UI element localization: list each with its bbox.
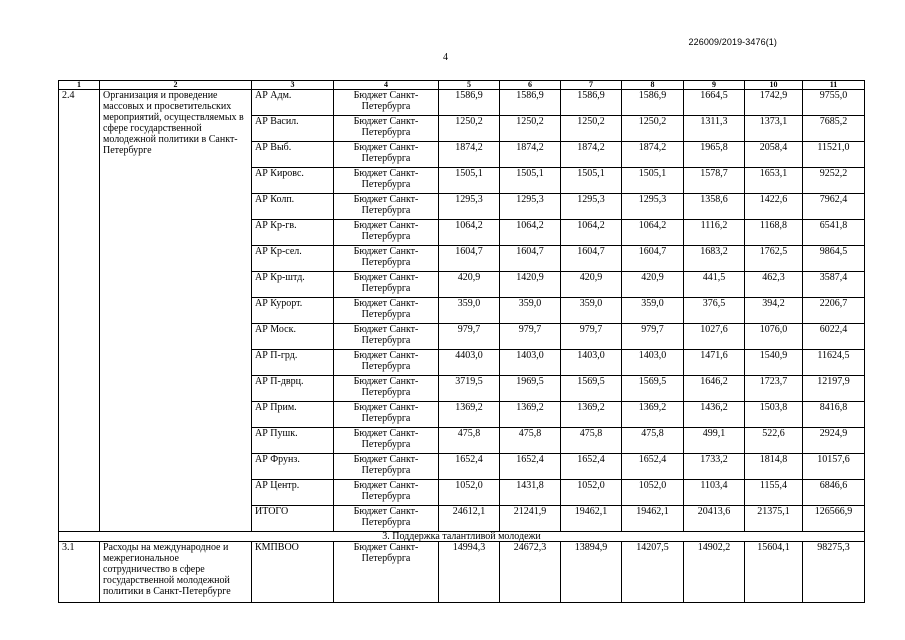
value-cell: 1295,3 bbox=[561, 194, 622, 220]
value-cell: 420,9 bbox=[439, 272, 500, 298]
value-cell: 1116,2 bbox=[684, 220, 745, 246]
column-header: 6 bbox=[500, 81, 561, 90]
executor-cell: АР Фрунз. bbox=[252, 454, 334, 480]
budget-table bbox=[58, 80, 865, 603]
value-cell: 20413,6 bbox=[684, 506, 745, 532]
value-cell: 1604,7 bbox=[439, 246, 500, 272]
value-cell: 1652,4 bbox=[439, 454, 500, 480]
section-title: 3. Поддержка талантливой молодежи bbox=[59, 532, 865, 542]
column-header: 3 bbox=[252, 81, 334, 90]
funding-source-cell: Бюджет Санкт-Петербурга bbox=[334, 142, 439, 168]
value-cell: 1814,8 bbox=[745, 454, 803, 480]
funding-source-cell: Бюджет Санкт-Петербурга bbox=[334, 376, 439, 402]
item-number: 3.1 bbox=[59, 542, 100, 603]
funding-source-cell: Бюджет Санкт-Петербурга bbox=[334, 480, 439, 506]
value-cell: 475,8 bbox=[439, 428, 500, 454]
value-cell: 6541,8 bbox=[803, 220, 865, 246]
value-cell: 1505,1 bbox=[439, 168, 500, 194]
value-cell: 1505,1 bbox=[561, 168, 622, 194]
value-cell: 499,1 bbox=[684, 428, 745, 454]
value-cell: 3587,4 bbox=[803, 272, 865, 298]
value-cell: 359,0 bbox=[622, 298, 684, 324]
executor-cell: АР Курорт. bbox=[252, 298, 334, 324]
value-cell: 1420,9 bbox=[500, 272, 561, 298]
value-cell: 1422,6 bbox=[745, 194, 803, 220]
executor-cell: АР Выб. bbox=[252, 142, 334, 168]
value-cell: 8416,8 bbox=[803, 402, 865, 428]
value-cell: 1874,2 bbox=[561, 142, 622, 168]
value-cell: 1874,2 bbox=[622, 142, 684, 168]
executor-cell: АР Моск. bbox=[252, 324, 334, 350]
value-cell: 4403,0 bbox=[439, 350, 500, 376]
executor-cell: АР Колп. bbox=[252, 194, 334, 220]
value-cell: 1064,2 bbox=[561, 220, 622, 246]
value-cell: 1664,5 bbox=[684, 90, 745, 116]
value-cell: 1076,0 bbox=[745, 324, 803, 350]
value-cell: 98275,3 bbox=[803, 542, 865, 603]
value-cell: 1064,2 bbox=[439, 220, 500, 246]
column-number-row bbox=[59, 81, 865, 90]
value-cell: 1295,3 bbox=[500, 194, 561, 220]
value-cell: 6846,6 bbox=[803, 480, 865, 506]
value-cell: 21375,1 bbox=[745, 506, 803, 532]
value-cell: 6022,4 bbox=[803, 324, 865, 350]
executor-cell: АР П-грд. bbox=[252, 350, 334, 376]
item-number: 2.4 bbox=[59, 90, 100, 532]
value-cell: 1586,9 bbox=[439, 90, 500, 116]
value-cell: 1586,9 bbox=[500, 90, 561, 116]
value-cell: 3719,5 bbox=[439, 376, 500, 402]
value-cell: 979,7 bbox=[500, 324, 561, 350]
value-cell: 1295,3 bbox=[622, 194, 684, 220]
funding-source-cell: Бюджет Санкт-Петербурга bbox=[334, 350, 439, 376]
value-cell: 1578,7 bbox=[684, 168, 745, 194]
value-cell: 1683,2 bbox=[684, 246, 745, 272]
value-cell: 1652,4 bbox=[622, 454, 684, 480]
value-cell: 1027,6 bbox=[684, 324, 745, 350]
funding-source-cell: Бюджет Санкт-Петербурга bbox=[334, 324, 439, 350]
value-cell: 1250,2 bbox=[622, 116, 684, 142]
value-cell: 1604,7 bbox=[561, 246, 622, 272]
value-cell: 1155,4 bbox=[745, 480, 803, 506]
value-cell: 24612,1 bbox=[439, 506, 500, 532]
value-cell: 12197,9 bbox=[803, 376, 865, 402]
value-cell: 1358,6 bbox=[684, 194, 745, 220]
funding-source-cell: Бюджет Санкт-Петербурга bbox=[334, 168, 439, 194]
value-cell: 1064,2 bbox=[500, 220, 561, 246]
value-cell: 1874,2 bbox=[439, 142, 500, 168]
value-cell: 126566,9 bbox=[803, 506, 865, 532]
value-cell: 11521,0 bbox=[803, 142, 865, 168]
column-header: 9 bbox=[684, 81, 745, 90]
value-cell: 21241,9 bbox=[500, 506, 561, 532]
value-cell: 359,0 bbox=[500, 298, 561, 324]
value-cell: 10157,6 bbox=[803, 454, 865, 480]
value-cell: 1503,8 bbox=[745, 402, 803, 428]
value-cell: 1874,2 bbox=[500, 142, 561, 168]
value-cell: 1653,1 bbox=[745, 168, 803, 194]
column-header: 4 bbox=[334, 81, 439, 90]
value-cell: 475,8 bbox=[622, 428, 684, 454]
funding-source-cell: Бюджет Санкт-Петербурга bbox=[334, 272, 439, 298]
value-cell: 1250,2 bbox=[439, 116, 500, 142]
value-cell: 2924,9 bbox=[803, 428, 865, 454]
value-cell: 1369,2 bbox=[622, 402, 684, 428]
value-cell: 9252,2 bbox=[803, 168, 865, 194]
value-cell: 14902,2 bbox=[684, 542, 745, 603]
executor-cell: АР Центр. bbox=[252, 480, 334, 506]
executor-cell: АР Васил. bbox=[252, 116, 334, 142]
value-cell: 1403,0 bbox=[622, 350, 684, 376]
value-cell: 1403,0 bbox=[500, 350, 561, 376]
column-header: 7 bbox=[561, 81, 622, 90]
value-cell: 1604,7 bbox=[500, 246, 561, 272]
value-cell: 2206,7 bbox=[803, 298, 865, 324]
value-cell: 475,8 bbox=[500, 428, 561, 454]
value-cell: 1052,0 bbox=[439, 480, 500, 506]
funding-source-cell: Бюджет Санкт-Петербурга bbox=[334, 116, 439, 142]
value-cell: 7685,2 bbox=[803, 116, 865, 142]
section-title-row bbox=[59, 532, 865, 542]
value-cell: 1723,7 bbox=[745, 376, 803, 402]
value-cell: 359,0 bbox=[561, 298, 622, 324]
value-cell: 1586,9 bbox=[622, 90, 684, 116]
funding-source-cell: Бюджет Санкт-Петербурга bbox=[334, 402, 439, 428]
column-header: 11 bbox=[803, 81, 865, 90]
value-cell: 24672,3 bbox=[500, 542, 561, 603]
value-cell: 1052,0 bbox=[561, 480, 622, 506]
document-id: 226009/2019-3476(1) bbox=[688, 37, 777, 47]
value-cell: 2058,4 bbox=[745, 142, 803, 168]
value-cell: 9864,5 bbox=[803, 246, 865, 272]
column-header: 10 bbox=[745, 81, 803, 90]
value-cell: 1965,8 bbox=[684, 142, 745, 168]
executor-cell: АР Прим. bbox=[252, 402, 334, 428]
value-cell: 1586,9 bbox=[561, 90, 622, 116]
value-cell: 1540,9 bbox=[745, 350, 803, 376]
value-cell: 979,7 bbox=[439, 324, 500, 350]
value-cell: 1168,8 bbox=[745, 220, 803, 246]
value-cell: 1373,1 bbox=[745, 116, 803, 142]
page-number: 4 bbox=[443, 52, 448, 63]
value-cell: 1762,5 bbox=[745, 246, 803, 272]
value-cell: 15604,1 bbox=[745, 542, 803, 603]
executor-cell: АР П-дврц. bbox=[252, 376, 334, 402]
value-cell: 19462,1 bbox=[561, 506, 622, 532]
item-name: Организация и проведение массовых и просветительских мероприятий, осуществляемых в сфере государственной молодежной политики в Санкт-Петербурге bbox=[100, 90, 252, 532]
value-cell: 1652,4 bbox=[500, 454, 561, 480]
value-cell: 1431,8 bbox=[500, 480, 561, 506]
value-cell: 1064,2 bbox=[622, 220, 684, 246]
executor-cell: АР Адм. bbox=[252, 90, 334, 116]
executor-cell: АР Пушк. bbox=[252, 428, 334, 454]
value-cell: 1369,2 bbox=[561, 402, 622, 428]
executor-cell: КМПВОО bbox=[252, 542, 334, 603]
value-cell: 1569,5 bbox=[622, 376, 684, 402]
funding-source-cell: Бюджет Санкт-Петербурга bbox=[334, 542, 439, 603]
value-cell: 979,7 bbox=[561, 324, 622, 350]
value-cell: 1742,9 bbox=[745, 90, 803, 116]
value-cell: 1369,2 bbox=[439, 402, 500, 428]
value-cell: 441,5 bbox=[684, 272, 745, 298]
column-header: 8 bbox=[622, 81, 684, 90]
value-cell: 462,3 bbox=[745, 272, 803, 298]
value-cell: 1471,6 bbox=[684, 350, 745, 376]
column-header: 1 bbox=[59, 81, 100, 90]
value-cell: 19462,1 bbox=[622, 506, 684, 532]
value-cell: 1604,7 bbox=[622, 246, 684, 272]
value-cell: 1052,0 bbox=[622, 480, 684, 506]
funding-source-cell: Бюджет Санкт-Петербурга bbox=[334, 246, 439, 272]
funding-source-cell: Бюджет Санкт-Петербурга bbox=[334, 220, 439, 246]
value-cell: 1103,4 bbox=[684, 480, 745, 506]
table-row bbox=[59, 90, 865, 116]
value-cell: 1311,3 bbox=[684, 116, 745, 142]
value-cell: 1646,2 bbox=[684, 376, 745, 402]
value-cell: 1505,1 bbox=[622, 168, 684, 194]
table-row bbox=[59, 542, 865, 603]
value-cell: 979,7 bbox=[622, 324, 684, 350]
value-cell: 1733,2 bbox=[684, 454, 745, 480]
value-cell: 1250,2 bbox=[500, 116, 561, 142]
executor-cell: ИТОГО bbox=[252, 506, 334, 532]
value-cell: 1652,4 bbox=[561, 454, 622, 480]
column-header: 2 bbox=[100, 81, 252, 90]
executor-cell: АР Кр-сел. bbox=[252, 246, 334, 272]
executor-cell: АР Кр-гв. bbox=[252, 220, 334, 246]
value-cell: 420,9 bbox=[622, 272, 684, 298]
value-cell: 1505,1 bbox=[500, 168, 561, 194]
executor-cell: АР Кр-штд. bbox=[252, 272, 334, 298]
funding-source-cell: Бюджет Санкт-Петербурга bbox=[334, 298, 439, 324]
value-cell: 7962,4 bbox=[803, 194, 865, 220]
funding-source-cell: Бюджет Санкт-Петербурга bbox=[334, 194, 439, 220]
value-cell: 1403,0 bbox=[561, 350, 622, 376]
value-cell: 9755,0 bbox=[803, 90, 865, 116]
funding-source-cell: Бюджет Санкт-Петербурга bbox=[334, 428, 439, 454]
value-cell: 1369,2 bbox=[500, 402, 561, 428]
value-cell: 475,8 bbox=[561, 428, 622, 454]
value-cell: 1969,5 bbox=[500, 376, 561, 402]
value-cell: 376,5 bbox=[684, 298, 745, 324]
item-name: Расходы на международное и межрегиональное сотрудничество в сфере государственной молодежной политики в Санкт-Петербурге bbox=[100, 542, 252, 603]
value-cell: 359,0 bbox=[439, 298, 500, 324]
value-cell: 1569,5 bbox=[561, 376, 622, 402]
value-cell: 14994,3 bbox=[439, 542, 500, 603]
value-cell: 14207,5 bbox=[622, 542, 684, 603]
column-header: 5 bbox=[439, 81, 500, 90]
value-cell: 11624,5 bbox=[803, 350, 865, 376]
value-cell: 1295,3 bbox=[439, 194, 500, 220]
value-cell: 522,6 bbox=[745, 428, 803, 454]
value-cell: 394,2 bbox=[745, 298, 803, 324]
value-cell: 420,9 bbox=[561, 272, 622, 298]
value-cell: 1250,2 bbox=[561, 116, 622, 142]
value-cell: 1436,2 bbox=[684, 402, 745, 428]
funding-source-cell: Бюджет Санкт-Петербурга bbox=[334, 90, 439, 116]
funding-source-cell: Бюджет Санкт-Петербурга bbox=[334, 506, 439, 532]
funding-source-cell: Бюджет Санкт-Петербурга bbox=[334, 454, 439, 480]
executor-cell: АР Кировс. bbox=[252, 168, 334, 194]
value-cell: 13894,9 bbox=[561, 542, 622, 603]
